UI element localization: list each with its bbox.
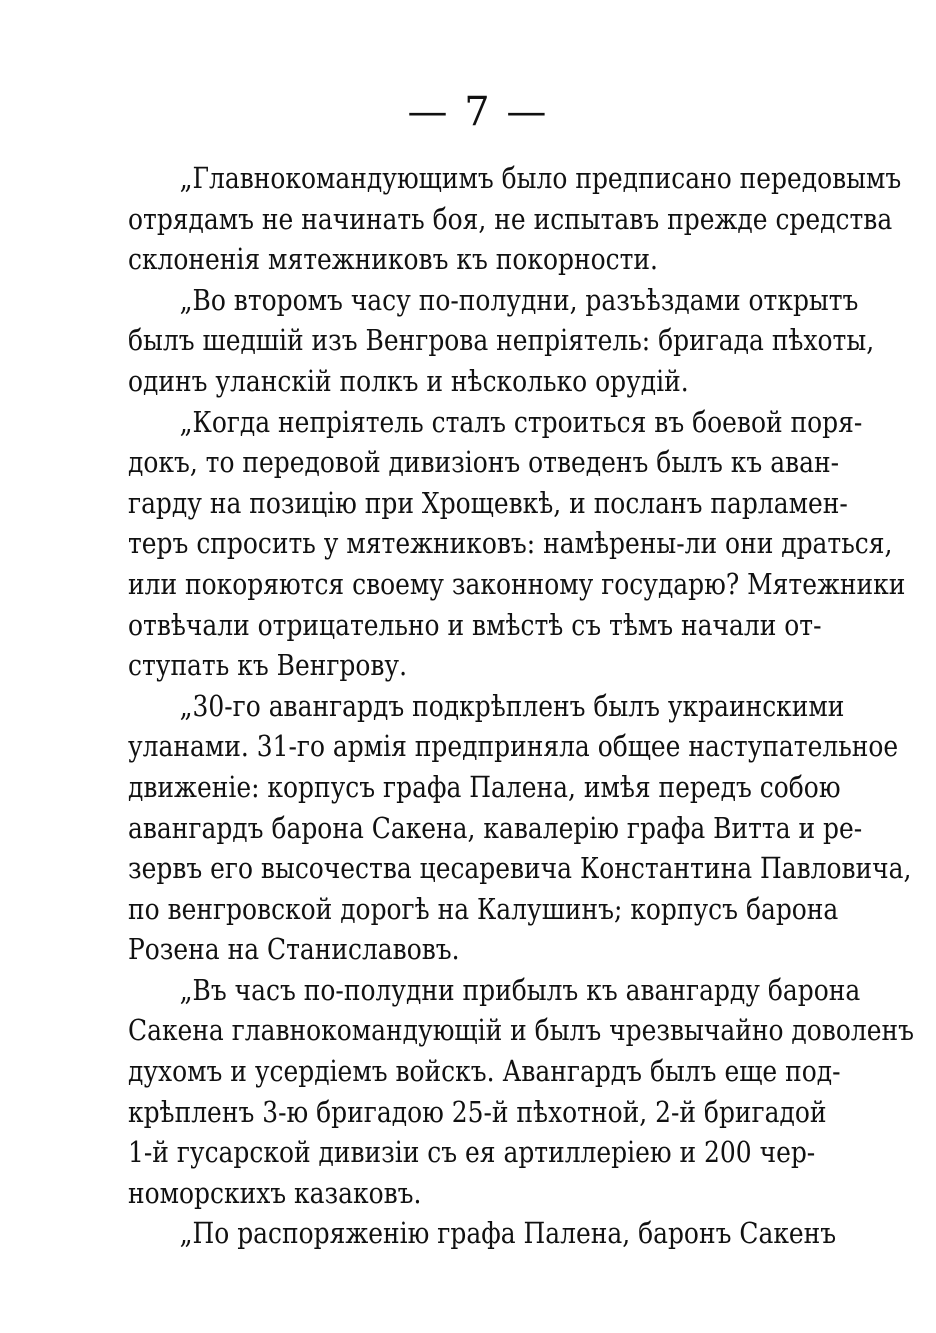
paragraph-2 <box>128 280 875 402</box>
text-line: 1-й гусарской дивизіи съ ея артиллеріею и 200 чер- <box>128 1135 816 1170</box>
paragraph-4 <box>128 686 912 970</box>
text-line: номорскихъ казаковъ. <box>128 1175 422 1210</box>
text-line: авангардъ барона Сакена, кавалерію графа Витта и ре- <box>128 810 863 845</box>
text-line: ступать къ Венгрову. <box>128 648 408 683</box>
text-line: былъ шедшій изъ Венгрова непріятель: бригада пѣхоты, <box>128 323 875 358</box>
text-line: Сакена главнокомандующій и былъ чрезвычайно доволенъ <box>128 1013 914 1048</box>
text-line: зервъ его высочества цесаревича Константина Павловича, <box>128 851 912 886</box>
text-line: „По распоряженію графа Палена, баронъ Сакенъ <box>179 1216 837 1251</box>
text-line: „Во второмъ часу по-полудни, разъѣздами открытъ <box>179 282 859 317</box>
text-line: „Въ часъ по-полудни прибылъ къ авангарду барона <box>179 972 861 1007</box>
text-line: по венгровской дорогѣ на Калушинъ; корпусъ барона <box>128 891 839 926</box>
text-line: гарду на позицію при Хрощевкѣ, и посланъ парламен- <box>128 485 848 520</box>
paragraph-1 <box>128 158 902 280</box>
text-line: „Главнокомандующимъ было предписано передовымъ <box>179 161 902 195</box>
text-line: крѣпленъ 3-ю бригадою 25-й пѣхотной, 2-й бригадой <box>128 1094 827 1129</box>
page-number: — 7 — <box>407 89 549 135</box>
text-line: отвѣчали отрицательно и вмѣстѣ съ тѣмъ начали от- <box>128 607 822 642</box>
paragraph-6 <box>128 1213 837 1254</box>
text-line: „30-го авангардъ подкрѣпленъ былъ украинскими <box>179 688 845 723</box>
text-line: или покоряются своему законному государю? Мятежники <box>128 566 906 601</box>
paragraph-3 <box>128 402 906 686</box>
text-line: движеніе: корпусъ графа Палена, имѣя передъ собою <box>128 769 841 804</box>
paragraph-5 <box>128 970 914 1214</box>
text-line: одинъ уланскій полкъ и нѣсколько орудій. <box>128 363 689 398</box>
text-line: духомъ и усердіемъ войскъ. Авангардъ былъ еще под- <box>128 1054 841 1089</box>
text-line: „Когда непріятель сталъ строиться въ боевой поря- <box>179 404 863 439</box>
text-line: уланами. 31-го армія предприняла общее наступательное <box>128 729 899 764</box>
document-page <box>128 88 914 1254</box>
text-line: отрядамъ не начинать боя, не испытавъ прежде средства <box>128 201 893 236</box>
text-line: Розена на Станиславовъ. <box>128 932 460 967</box>
text-line: докъ, то передовой дивизіонъ отведенъ былъ къ аван- <box>128 445 840 480</box>
text-line: теръ спросить у мятежниковъ: намѣрены-ли они драться, <box>128 526 893 561</box>
text-line: склоненія мятежниковъ къ покорности. <box>128 242 658 277</box>
